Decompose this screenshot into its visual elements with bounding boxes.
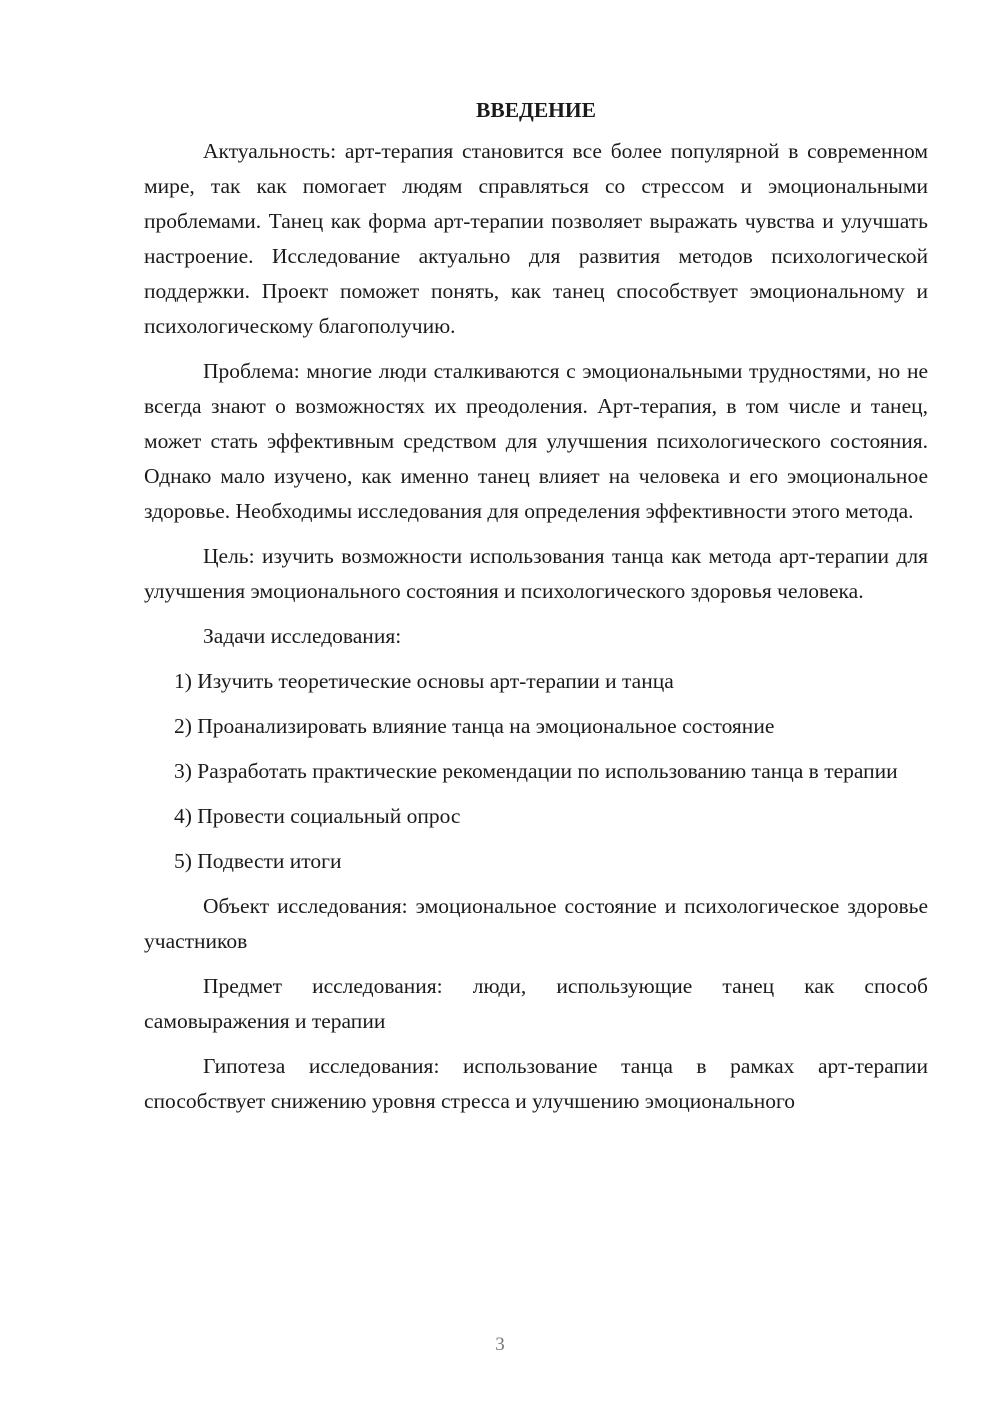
- list-item: 3) Разработать практические рекомендации по использованию танца в терапии: [174, 759, 898, 783]
- list-item: 4) Провести социальный опрос: [174, 804, 461, 828]
- goal-paragraph: Цель: изучить возможности использования танца как метода арт-терапии для улучшения эмоционального состояния и психологического здоровья человека.: [144, 544, 928, 603]
- problem-paragraph: Проблема: многие люди сталкиваются с эмоциональными трудностями, но не всегда знают о возможностях их преодоления. Арт-терапия, в том числе и танец, может стать эффективным средством для улучшения психологического состояния. Однако мало изучено, как именно танец влияет на человека и его эмоциональное здоровье. Необходимы исследования для определения эффективности этого метода.: [144, 359, 928, 523]
- document-page: [144, 90, 928, 1129]
- hypothesis-paragraph: Гипотеза исследования: использование танца в рамках арт-терапии способствует снижению уровня стресса и улучшению эмоционального: [144, 1054, 928, 1113]
- list-item: 1) Изучить теоретические основы арт-терапии и танца: [174, 669, 674, 693]
- page-number: 3: [495, 1334, 505, 1355]
- object-paragraph: Объект исследования: эмоциональное состояние и психологическое здоровье участников: [144, 894, 928, 953]
- list-item: 2) Проанализировать влияние танца на эмоциональное состояние: [174, 714, 775, 738]
- tasks-title: Задачи исследования:: [203, 624, 402, 648]
- tasks-list: [144, 664, 928, 879]
- list-item: 5) Подвести итоги: [174, 849, 342, 873]
- page-title: ВВЕДЕНИЕ: [476, 98, 596, 122]
- subject-paragraph: Предмет исследования: люди, использующие танец как способ самовыражения и терапии: [144, 974, 928, 1033]
- relevance-paragraph: Актуальность: арт-терапия становится все более популярной в современном мире, так как помогает людям справляться со стрессом и эмоциональными проблемами. Танец как форма арт-терапии позволяет выражать чувства и улучшать настроение. Исследование актуально для развития методов психологической поддержки. Проект поможет понять, как танец способствует эмоциональному и психологическому благополучию.: [144, 139, 928, 338]
